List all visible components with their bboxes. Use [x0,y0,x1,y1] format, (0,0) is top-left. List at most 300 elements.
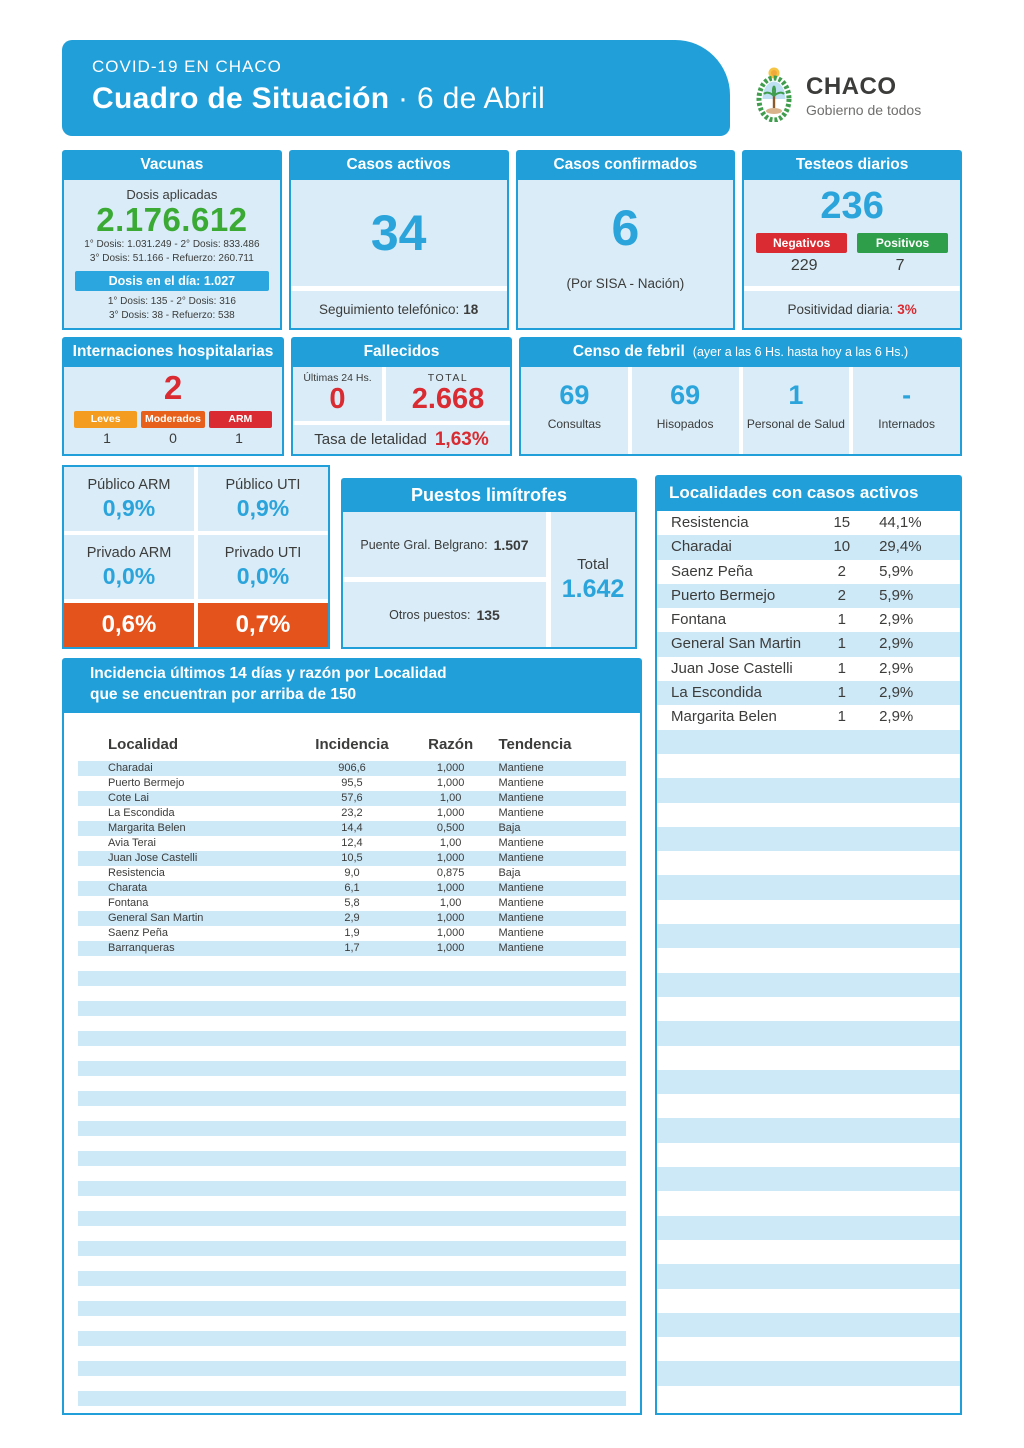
table-row [78,911,626,926]
localidad-name [657,948,815,972]
row-tendencia: Mantiene [498,941,544,954]
row-localidad [78,1211,297,1226]
internaciones-title: Internaciones hospitalarias [62,337,284,367]
localidades-table [655,511,962,1415]
vacunas-line4: 3° Dosis: 38 - Refuerzo: 538 [109,310,235,322]
row-incidencia [297,1361,407,1376]
puestos-left [343,512,546,647]
localidad-count [815,1167,870,1191]
table-row [78,1391,626,1406]
table-row [657,705,960,729]
row-razon [407,1166,495,1181]
puestos-total-cell [551,512,635,647]
row-tendencia [494,1196,626,1211]
table-row [78,1001,626,1016]
row-localidad [78,1151,297,1166]
row-localidad [78,1106,297,1121]
row-incidencia [297,1181,407,1196]
vacunas-total: 2.176.612 [96,201,248,238]
localidad-name [657,827,815,851]
casos-confirmados-card [516,150,736,330]
row-razon [407,1241,495,1256]
localidad-count [815,827,870,851]
localidad-count [815,1118,870,1142]
seguimiento-value: 18 [463,302,479,317]
table-row [657,584,960,608]
table-row [657,875,960,899]
negativos-value: 229 [790,256,818,274]
row-incidencia [297,1241,407,1256]
fallecidos-card [291,337,512,456]
row-razon [407,1226,495,1241]
censo-cell [632,367,739,454]
row-razon [407,1151,495,1166]
privado-uti-value: 0,0% [236,562,290,589]
row-tendencia [494,1301,626,1316]
incidencia-title-line1: Incidencia últimos 14 días y razón por Localidad [90,665,447,682]
censo-cell [853,367,960,454]
table-row [657,1094,960,1118]
row-tendencia [494,1331,626,1346]
localidad-name [657,1094,815,1118]
localidad-name [657,997,815,1021]
table-row [78,1346,626,1361]
table-row [78,1091,626,1106]
row-tendencia [494,1316,626,1331]
row-localidad [78,1406,297,1415]
localidad-name: Saenz Peña [671,562,753,580]
row-tendencia [494,1256,626,1271]
publico-uti-cell [198,467,328,531]
row-tendencia [494,1121,626,1136]
row-localidad: Puerto Bermejo [108,776,185,789]
row-razon [407,1061,495,1076]
row-localidad [78,1376,297,1391]
row-localidad [78,1286,297,1301]
localidad-name: Juan Jose Castelli [671,659,793,677]
spacer [744,275,960,286]
localidad-percent [869,1167,960,1191]
table-row [78,1136,626,1151]
localidad-count [815,851,870,875]
fallecidos-title: Fallecidos [291,337,512,367]
fallecidos-24h-label: Últimas 24 Hs. [303,372,372,385]
row-tendencia [494,1271,626,1286]
localidad-percent: 5,9% [879,562,914,580]
row-tendencia [494,956,626,971]
table-row [657,1167,960,1191]
row-localidad: Saenz Peña [108,926,168,939]
letalidad-value: 1,63% [434,428,489,450]
row-localidad [78,986,297,1001]
vacunas-daily-label: Dosis en el día: [108,274,204,289]
row-tendencia [494,1361,626,1376]
row-incidencia [297,1061,407,1076]
row-incidencia: 5,8 [344,896,360,909]
localidad-count [815,997,870,1021]
row-tendencia [494,1181,626,1196]
row-incidencia [297,1331,407,1346]
localidad-percent: 44,1% [879,514,922,531]
row-razon [407,1046,495,1061]
localidad-count: 1 [837,611,846,629]
row-razon [407,986,495,1001]
localidad-count [815,1289,870,1313]
row-incidencia: 6,1 [344,881,360,894]
row-incidencia [297,1301,407,1316]
letalidad-row [293,425,510,454]
table-row [78,1061,626,1076]
row-tendencia [494,1106,626,1121]
localidad-percent [869,827,960,851]
row-incidencia [297,1106,407,1121]
table-row [78,1331,626,1346]
censo-cell-label: Internados [878,417,935,432]
table-row [657,1240,960,1264]
table-row [78,881,626,896]
testeos-body [742,180,962,330]
table-row [657,730,960,754]
table-row [78,866,626,881]
row-localidad [78,1301,297,1316]
row-localidad [78,1001,297,1016]
row-tendencia [494,1166,626,1181]
stats-row-2 [62,337,962,456]
table-row [657,1361,960,1385]
table-row [657,1046,960,1070]
censo-subtitle: (ayer a las 6 Hs. hasta hoy a las 6 Hs.) [692,345,909,359]
row-localidad: Cote Lai [108,791,149,804]
localidad-percent: 2,9% [879,611,914,629]
row-incidencia: 10,5 [341,851,363,864]
localidad-count [815,1337,870,1361]
incidencia-panel [62,658,642,1415]
localidad-name [657,1313,815,1337]
table-row [78,956,626,971]
casos-activos-value-wrap [291,180,507,286]
localidad-count [815,1313,870,1337]
table-row [78,1361,626,1376]
localidad-percent [869,1240,960,1264]
localidad-percent: 5,9% [879,586,914,604]
table-row [657,1070,960,1094]
row-tendencia [494,1091,626,1106]
localidad-count [815,1361,870,1385]
row-incidencia: 57,6 [341,791,363,804]
localidad-percent [869,730,960,754]
row-incidencia: 95,5 [341,776,363,789]
localidad-percent [869,851,960,875]
row-razon [407,1406,495,1415]
localidad-count [815,803,870,827]
table-row [78,1166,626,1181]
row-tendencia [494,1151,626,1166]
localidad-count [815,1021,870,1045]
publico-arm-cell [64,467,194,531]
table-row [657,1191,960,1215]
row-localidad: Margarita Belen [108,821,186,834]
localidad-percent [869,1264,960,1288]
chaco-logo [752,66,921,127]
table-row [78,1181,626,1196]
localidad-name [657,900,815,924]
leves-badge: Leves [74,411,137,428]
localidad-count: 1 [837,659,846,677]
row-razon [407,1091,495,1106]
row-tendencia: Mantiene [498,896,544,909]
localidad-percent [869,1143,960,1167]
localidad-count: 2 [837,562,846,580]
localidad-count [815,875,870,899]
moderados-badge: Moderados [141,411,204,428]
table-row [78,986,626,1001]
localidades-title: Localidades con casos activos [655,475,962,511]
localidad-name [657,1264,815,1288]
row-razon [407,1361,495,1376]
localidad-count: 1 [837,635,846,653]
localidad-count [815,1386,870,1410]
localidad-name [657,875,815,899]
total-uti-cell: 0,7% [198,603,328,647]
row-incidencia [297,1136,407,1151]
table-row [657,778,960,802]
row-incidencia [297,1286,407,1301]
row-localidad [78,1361,297,1376]
table-row [78,1376,626,1391]
localidad-name [657,924,815,948]
localidad-name: General San Martin [671,635,802,653]
fallecidos-body [291,367,512,456]
row-localidad [78,1091,297,1106]
row-incidencia: 12,4 [341,836,363,849]
localidad-count [815,924,870,948]
table-row [78,791,626,806]
localidad-percent: 2,9% [879,684,914,702]
internaciones-badge-values [74,430,272,446]
row-razon [407,1316,495,1331]
row-incidencia: 1,7 [344,941,360,954]
localidad-name [657,973,815,997]
censo-header [519,337,962,367]
localidad-percent [869,1216,960,1240]
row-incidencia: 23,2 [341,806,363,819]
row-localidad [78,1181,297,1196]
incidencia-rows [64,761,640,1415]
vacunas-line3: 1° Dosis: 135 - 2° Dosis: 316 [107,296,236,308]
table-row [657,803,960,827]
table-row [78,1406,626,1415]
row-localidad [78,1256,297,1271]
testeos-badge-values [756,257,948,275]
positividad-footer [744,291,960,328]
localidad-count [815,1264,870,1288]
row-tendencia [494,1211,626,1226]
row-tendencia: Mantiene [498,806,544,819]
table-row [78,1256,626,1271]
row-razon [407,1256,495,1271]
table-row [78,776,626,791]
table-row [78,1121,626,1136]
table-row [657,1118,960,1142]
vacunas-body [62,180,282,330]
fallecidos-total-value: 2.668 [411,383,485,416]
localidad-percent [869,1118,960,1142]
row-razon: 1,000 [436,911,465,924]
testeos-badges [756,233,948,253]
localidad-name [657,1337,815,1361]
incidencia-column-headers [78,729,626,761]
positivos-value: 7 [895,256,905,274]
row-localidad: La Escondida [108,806,175,819]
row-tendencia [494,1136,626,1151]
row-tendencia [494,1226,626,1241]
puestos-body [341,512,637,649]
row-tendencia [494,1406,626,1415]
fallecidos-24h-value: 0 [329,383,346,416]
casos-confirmados-body [516,180,736,330]
otros-puestos-cell [343,582,546,647]
localidad-percent [869,1289,960,1313]
logo-name: CHACO [806,73,897,100]
table-row [657,535,960,559]
vacunas-line2: 3° Dosis: 51.166 - Refuerzo: 260.711 [89,253,254,265]
table-row [657,1386,960,1410]
row-incidencia [297,1406,407,1415]
localidad-percent [869,1386,960,1410]
puente-belgrano-label: Puente Gral. Belgrano: [360,537,488,552]
col-razon: Razón [428,736,474,754]
otros-puestos-label: Otros puestos: [389,607,471,622]
puestos-limitrofes-card [341,478,637,649]
arm-badge: ARM [209,411,272,428]
table-row [78,1301,626,1316]
row-tendencia [494,1046,626,1061]
logo-tagline: Gobierno de todos [806,102,922,118]
testeos-value: 236 [820,185,884,227]
logo-text [806,75,921,118]
table-row [657,827,960,851]
row-tendencia [494,971,626,986]
row-incidencia [297,1256,407,1271]
localidad-percent [869,803,960,827]
table-row [78,1211,626,1226]
table-row [78,1046,626,1061]
localidad-name [657,1021,815,1045]
row-incidencia [297,956,407,971]
arm-value: 1 [235,429,243,446]
table-row [657,1021,960,1045]
localidad-name [657,803,815,827]
row-tendencia [494,1391,626,1406]
row-incidencia [297,1091,407,1106]
incidencia-table [62,713,642,1415]
stats-row-1 [62,150,962,330]
row-razon [407,1331,495,1346]
localidad-count [815,1046,870,1070]
localidad-name [657,1070,815,1094]
page-title-main: Cuadro de Situación [92,82,390,115]
row-razon: 1,000 [436,776,465,789]
testeos-title: Testeos diarios [742,150,962,180]
positividad-value: 3% [897,302,917,317]
row-tendencia [494,1076,626,1091]
row-razon [407,1196,495,1211]
seguimiento-label: Seguimiento telefónico: [318,302,460,317]
table-row [657,924,960,948]
localidad-name [657,1216,815,1240]
row-localidad [78,1061,297,1076]
row-incidencia [297,1016,407,1031]
localidades-panel [655,475,962,1415]
row-localidad [78,1226,297,1241]
row-tendencia [494,1286,626,1301]
row-incidencia [297,1271,407,1286]
row-incidencia: 2,9 [344,911,360,924]
localidad-name [657,754,815,778]
table-row [657,608,960,632]
localidad-name: Puerto Bermejo [671,586,776,604]
row-incidencia: 14,4 [341,821,363,834]
localidad-count [815,778,870,802]
localidad-name: Fontana [671,611,727,629]
table-row [78,1196,626,1211]
localidad-name: La Escondida [671,684,762,702]
letalidad-label: Tasa de letalidad [314,431,427,448]
casos-confirmados-value-wrap [518,180,734,276]
row-localidad [78,1391,297,1406]
table-row [657,900,960,924]
privado-uti-cell [198,535,328,599]
casos-confirmados-title: Casos confirmados [516,150,736,180]
row-razon: 0,875 [436,866,465,879]
row-razon [407,1376,495,1391]
row-tendencia [494,1376,626,1391]
row-razon [407,1346,495,1361]
row-tendencia [494,1241,626,1256]
table-row [78,1031,626,1046]
publico-arm-label: Público ARM [87,476,171,493]
row-razon: 1,00 [439,896,462,909]
row-incidencia: 1,9 [344,926,360,939]
row-tendencia: Mantiene [498,776,544,789]
col-incidencia: Incidencia [315,736,389,754]
page-title [92,82,730,116]
casos-confirmados-note: (Por SISA - Nación) [566,276,685,291]
row-razon: 1,000 [436,926,465,939]
row-razon: 1,00 [439,836,462,849]
row-incidencia [297,1316,407,1331]
ocupacion-camas-grid [62,465,330,649]
table-row [657,851,960,875]
row-localidad [78,1121,297,1136]
row-tendencia [494,1061,626,1076]
localidad-percent [869,900,960,924]
row-localidad: Charadai [108,761,153,774]
table-row [657,632,960,656]
table-row [78,1286,626,1301]
localidad-name [657,1167,815,1191]
localidad-name [657,1118,815,1142]
table-row [657,1264,960,1288]
row-razon [407,1031,495,1046]
row-tendencia: Mantiene [498,881,544,894]
vacunas-daily-bar [75,271,269,291]
table-row [657,997,960,1021]
row-localidad: Charata [108,881,148,894]
row-incidencia [297,1046,407,1061]
row-incidencia [297,1376,407,1391]
otros-puestos-value: 135 [476,606,500,623]
